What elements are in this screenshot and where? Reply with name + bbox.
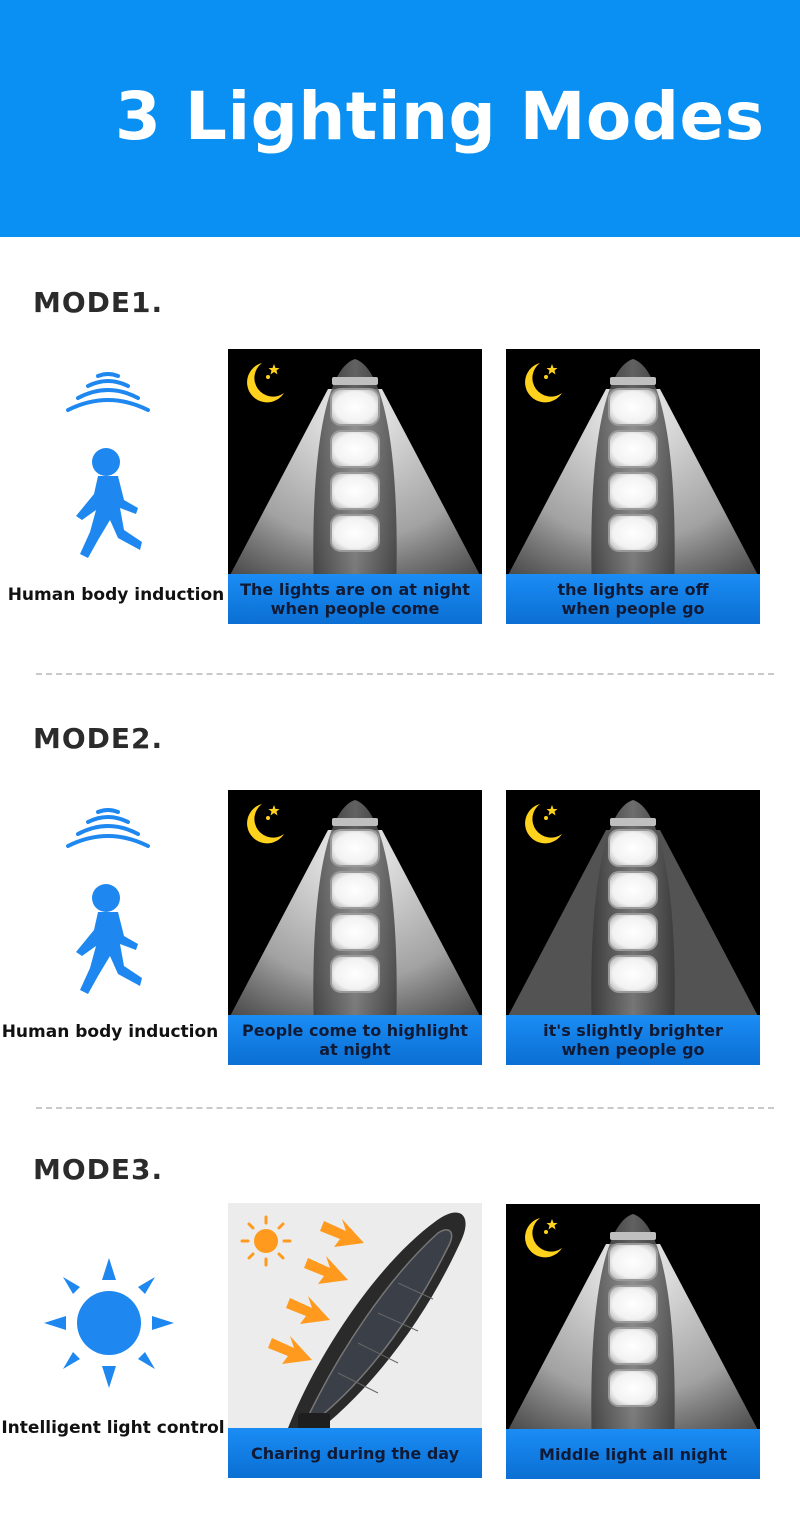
mode3-side-label: Intelligent light control	[1, 1418, 225, 1438]
mode2-title: MODE2.	[33, 722, 164, 755]
mode1-side-label: Human body induction	[7, 585, 225, 605]
motion-sensor-person-icon	[58, 370, 158, 574]
caption-line: when people go	[561, 1040, 705, 1059]
caption-line: when people come	[270, 599, 440, 618]
caption-line: People come to highlight	[242, 1021, 468, 1040]
motion-sensor-person-icon	[58, 806, 158, 1010]
mode3-panel1-caption	[228, 1428, 482, 1478]
section-divider	[36, 1107, 774, 1109]
caption-line: when people go	[561, 599, 705, 618]
mode2-panel1-caption	[228, 1015, 482, 1065]
sun-icon	[44, 1258, 174, 1392]
mode2-panel-slightly-brighter	[506, 790, 760, 1065]
mode1-panel2-caption	[506, 574, 760, 624]
header-banner	[0, 0, 800, 237]
caption-line: the lights are off	[557, 580, 709, 599]
mode3-panel-middle-light	[506, 1204, 760, 1479]
section-divider	[36, 673, 774, 675]
mode1-panel1-caption	[228, 574, 482, 624]
mode3-panel-solar-charging	[228, 1203, 482, 1478]
mode1-panel-lights-on	[228, 349, 482, 624]
mode3-title: MODE3.	[33, 1153, 164, 1186]
caption-line: at night	[319, 1040, 391, 1059]
mode2-panel2-caption	[506, 1015, 760, 1065]
mode3-panel2-caption	[506, 1429, 760, 1479]
mode1-panel-lights-off	[506, 349, 760, 624]
page-title: 3 Lighting Modes	[115, 78, 765, 155]
caption-line: The lights are on at night	[240, 580, 470, 599]
caption-line: Middle light all night	[539, 1444, 727, 1464]
caption-line: Charing during the day	[251, 1443, 459, 1463]
mode2-panel-highlight	[228, 790, 482, 1065]
mode1-title: MODE1.	[33, 286, 164, 319]
mode2-side-label: Human body induction	[1, 1022, 219, 1042]
caption-line: it's slightly brighter	[543, 1021, 723, 1040]
